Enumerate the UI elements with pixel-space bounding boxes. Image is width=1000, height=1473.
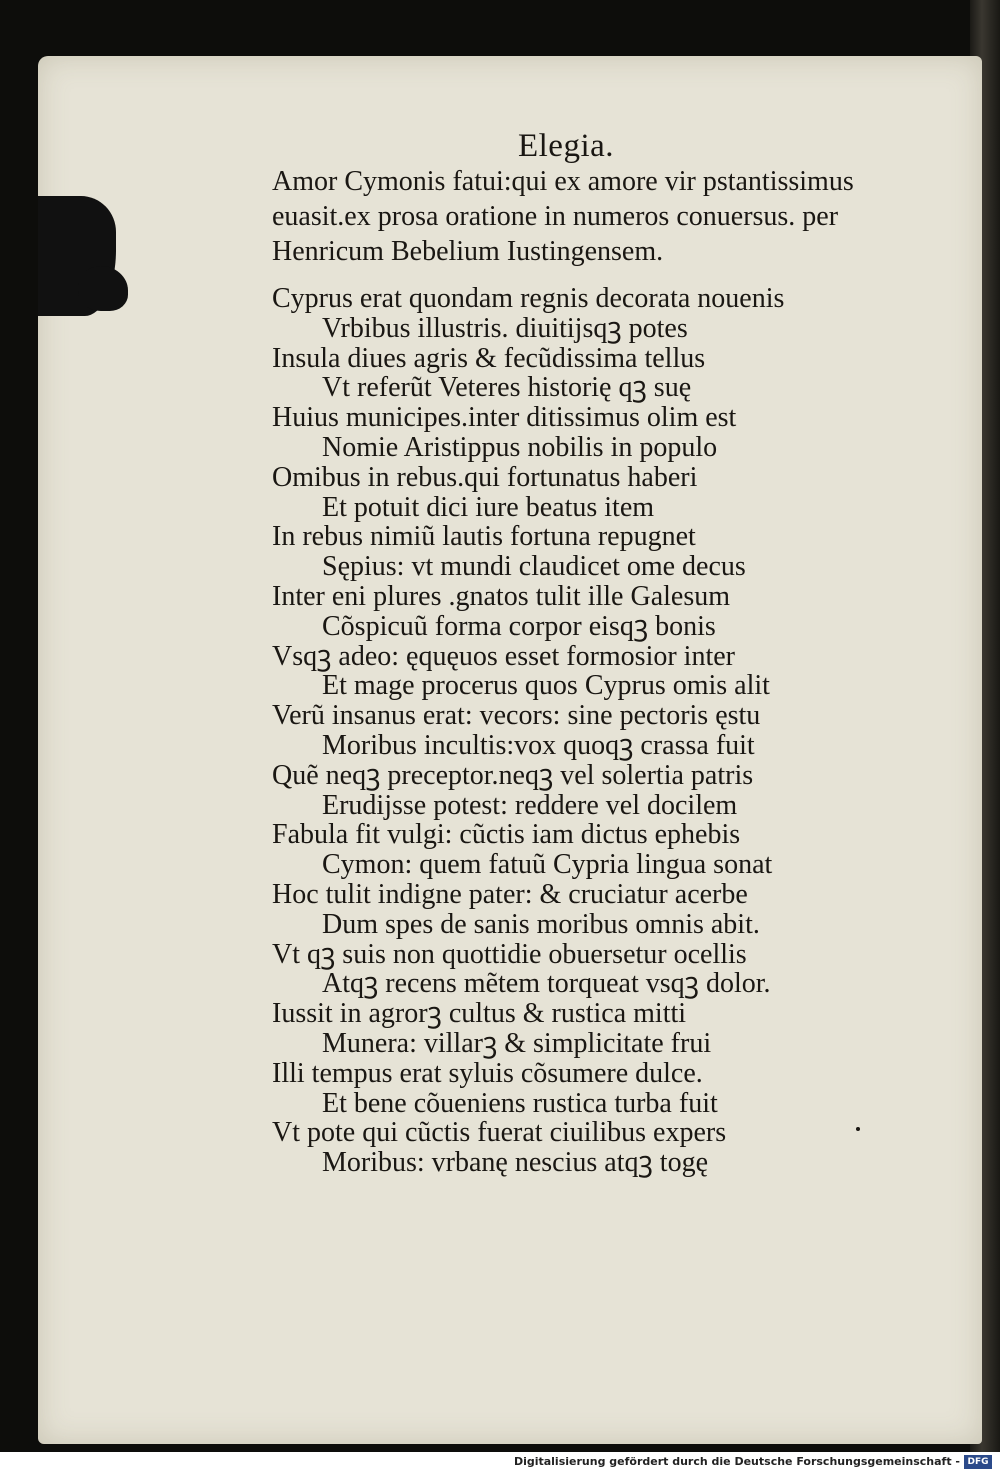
intro-line: euasit.ex prosa oratione in numeros conuersus. per [272,201,839,232]
poem-line: Insula diues agris & fecũdissima tellus [272,342,706,374]
poem-line: Et potuit dici iure beatus item [322,491,655,523]
poem-line: Fabula fit vulgi: cũctis iam dictus ephebis [272,819,741,851]
footer-bar [0,1452,1000,1473]
poem-line: Moribus: vrbanę nescius atqꝫ togę [322,1147,709,1179]
intro-paragraph [272,164,972,269]
poem-line: Atqꝫ recens mẽtem torqueat vsqꝫ dolor. [322,968,771,1000]
poem-line: Sępius: vt mundi claudicet ome decus [322,551,746,583]
poem-line: Moribus incultis:vox quoqꝫ crassa fuit [322,729,755,761]
ink-speck [856,1127,860,1131]
poem-line: Et mage procerus quos Cyprus omis alit [322,670,770,702]
intro-line: Henricum Bebelium Iustingensem. [272,236,664,267]
footer-credit: Digitalisierung gefördert durch die Deutsche Forschungsgemeinschaft - [513,1455,960,1468]
poem-line: Vt qꝫ suis non quottidie obuersetur ocellis [272,938,747,970]
poem-line: Inter eni plures .gnatos tulit ille Galesum [272,580,731,612]
poem-line: Cõspicuũ forma corpor eisqꝫ bonis [322,610,716,642]
poem-line: In rebus nimiũ lautis fortuna repugnet [272,521,696,553]
poem-line: Vrbibus illustris. diuitijsqꝫ potes [322,312,688,344]
poem-line: Vt pote qui cũctis fuerat ciuilibus expers [272,1117,727,1149]
poem-line: Quẽ neqꝫ preceptor.neqꝫ vel solertia patris [272,759,754,791]
poem-line: Nomie Aristippus nobilis in populo [322,431,718,463]
poem-line: Huius municipes.inter ditissimus olim est [272,402,737,434]
poem-line: Hoc tulit indigne pater: & cruciatur acerbe [272,878,748,910]
poem-line: Erudijsse potest: reddere vel docilem [322,789,738,821]
page-heading: Elegia. [517,128,615,164]
poem-line: Vsqꝫ adeo: ęquęuos esset formosior inter [272,640,735,672]
binding-damage [38,196,116,316]
poem-line: Cyprus erat quondam regnis decorata nouenis [272,283,785,314]
poem-line: Et bene cõueniens rustica turba fuit [322,1087,718,1119]
dfg-logo: DFG [964,1455,992,1469]
poem-body [272,284,962,1178]
poem-line: Illi tempus erat syluis cõsumere dulce. [272,1057,703,1089]
poem-line: Iussit in agrorꝫ cultus & rustica mitti [272,998,687,1030]
poem-line: Munera: villarꝫ & simplicitate frui [322,1027,712,1059]
intro-line: Amor Cymonis fatui:qui ex amore vir pstantissimus [272,166,854,197]
poem-line: Dum spes de sanis moribus omnis abit. [322,908,760,940]
poem-line: Cymon: quem fatuũ Cypria lingua sonat [322,849,773,881]
poem-line: Vt referũt Veteres historię qꝫ suę [322,372,692,404]
poem-line: Verũ insanus erat: vecors: sine pectoris ęstu [272,700,761,732]
book-page [38,56,982,1444]
poem-line: Omibus in rebus.qui fortunatus haberi [272,461,698,493]
